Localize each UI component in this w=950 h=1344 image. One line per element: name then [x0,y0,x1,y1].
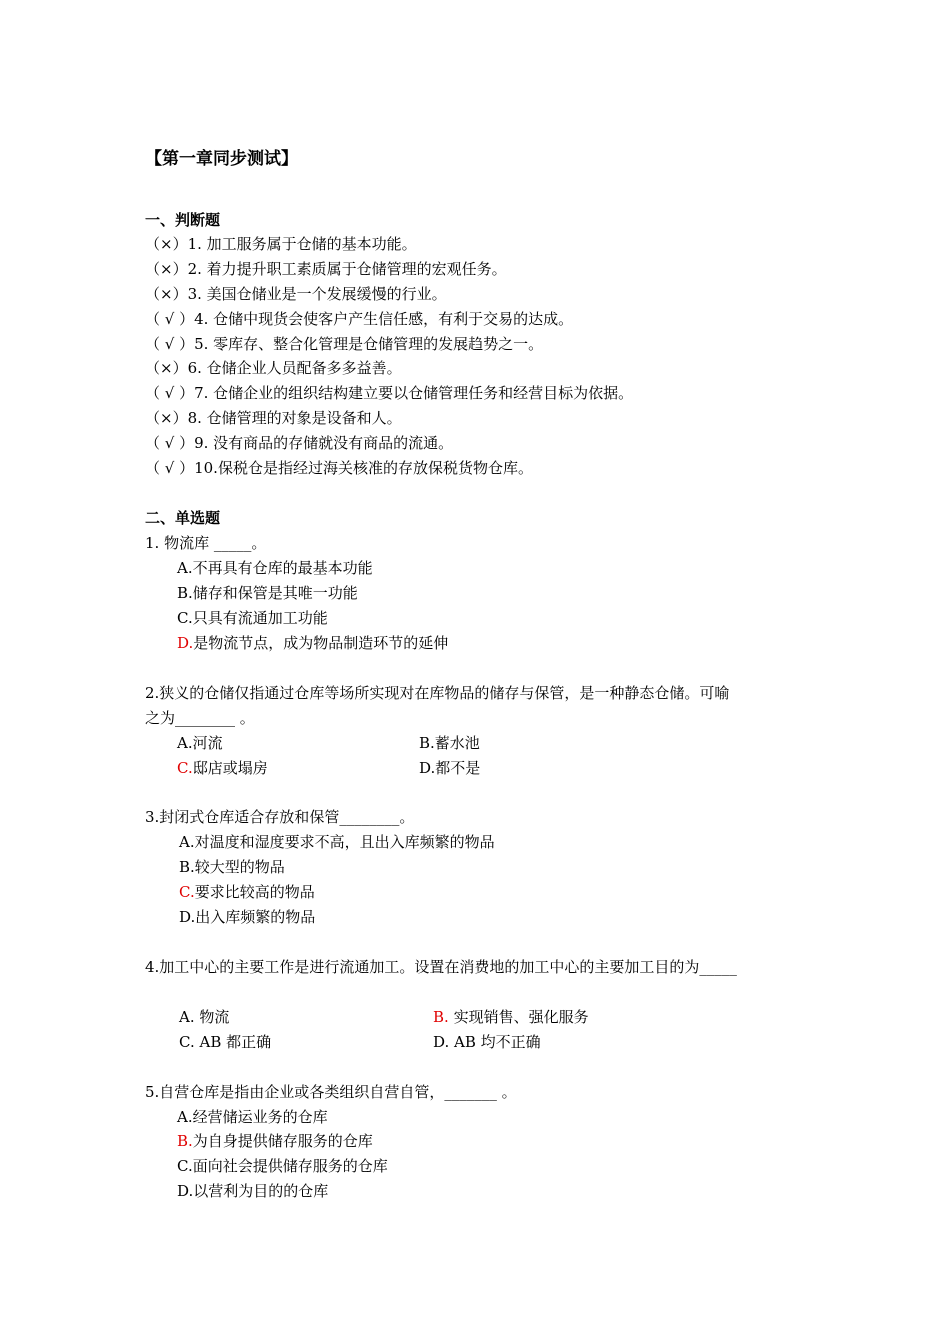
question-1-option-c: C.只具有流通加工功能 [177,609,328,627]
question-5-option-b: B.为自身提供储存服务的仓库 [177,1132,373,1150]
question-4-stem: 4.加工中心的主要工作是进行流通加工。设置在消费地的加工中心的主要加工目的为_____ [145,958,737,976]
judgment-item-10: （ √ ）10.保税仓是指经过海关核准的存放保税货物仓库。 [145,459,533,477]
question-5-option-d: D.以营利为目的的仓库 [177,1182,329,1200]
answer-letter: C. [179,883,195,901]
question-5-option-c: C.面向社会提供储存服务的仓库 [177,1157,388,1175]
question-4-option-a: A. 物流 [179,1008,230,1026]
question-2-stem-line1: 2.狭义的仓储仅指通过仓库等场所实现对在库物品的储存与保管，是一种静态仓储。可喻 [145,684,730,702]
question-1-option-a: A.不再具有仓库的最基本功能 [177,559,373,577]
judgment-item-9: （ √ ）9. 没有商品的存储就没有商品的流通。 [145,434,454,452]
question-1-stem: 1. 物流库 _____。 [145,534,267,552]
question-2-option-b: B.蓄水池 [419,734,480,752]
section-heading-judgment: 一、判断题 [145,211,221,229]
question-5-option-a: A.经营储运业务的仓库 [177,1108,328,1126]
judgment-item-6: （×）6. 仓储企业人员配备多多益善。 [145,359,402,377]
question-3-stem: 3.封闭式仓库适合存放和保管________。 [145,808,415,826]
question-3-option-d: D.出入库频繁的物品 [179,908,316,926]
answer-letter: B. [433,1008,449,1026]
question-2-stem-line2: 之为________ 。 [145,709,255,727]
judgment-item-7: （ √ ）7. 仓储企业的组织结构建立要以仓储管理任务和经营目标为依据。 [145,384,634,402]
judgment-item-2: （×）2. 着力提升职工素质属于仓储管理的宏观任务。 [145,260,507,278]
answer-letter: B. [177,1132,193,1150]
question-3-option-a: A.对温度和湿度要求不高，且出入库频繁的物品 [179,833,495,851]
judgment-item-4: （ √ ）4. 仓储中现货会使客户产生信任感，有利于交易的达成。 [145,310,574,328]
question-4-option-b: B. 实现销售、强化服务 [433,1008,589,1026]
answer-letter: C. [177,759,193,777]
section-heading-single: 二、单选题 [145,509,221,527]
page-title: 【第一章同步测试】 [145,149,298,169]
question-2-option-d: D.都不是 [419,759,481,777]
judgment-item-3: （×）3. 美国仓储业是一个发展缓慢的行业。 [145,285,447,303]
question-2-option-c: C.邸店或塌房 [177,759,268,777]
question-5-stem: 5.自营仓库是指由企业或各类组织自营自管，_______ 。 [145,1083,517,1101]
question-1-option-b: B.储存和保管是其唯一功能 [177,584,358,602]
judgment-item-1: （×）1. 加工服务属于仓储的基本功能。 [145,235,417,253]
question-4-option-c: C. AB 都正确 [179,1033,272,1051]
question-4-option-d: D. AB 均不正确 [433,1033,541,1051]
question-3-option-c: C.要求比较高的物品 [179,883,315,901]
question-2-option-a: A.河流 [177,734,223,752]
question-1-option-d: D.是物流节点，成为物品制造环节的延伸 [177,634,449,652]
judgment-item-5: （ √ ）5. 零库存、整合化管理是仓储管理的发展趋势之一。 [145,335,544,353]
question-3-option-b: B.较大型的物品 [179,858,285,876]
judgment-item-8: （×）8. 仓储管理的对象是设备和人。 [145,409,402,427]
answer-letter: D. [177,634,194,652]
